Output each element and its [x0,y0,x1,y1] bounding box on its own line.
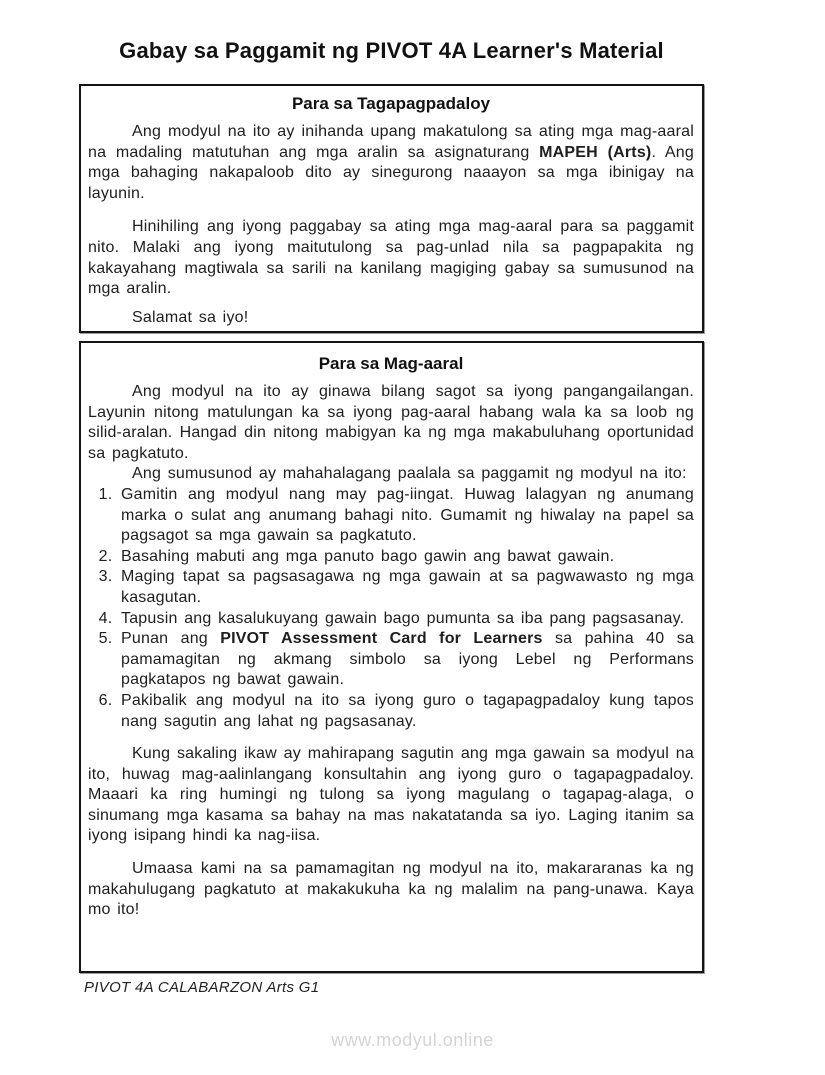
list-item-4: 4. Tapusin ang kasalukuyang gawain bago pumunta sa iba pang pagsasanay. [119,609,694,630]
facilitator-heading: Para sa Tagapagpadaloy [291,94,491,113]
learner-heading: Para sa Mag-aaral [318,354,464,373]
learner-closing-paragraph-1: Kung sakaling ikaw ay mahirapang sagutin ang mga gawain sa modyul na ito, huwag mag-aalinlangang konsultahin ang iyong guro o tagapagpadaloy. Maaari ka ring humingi ng tulong sa iyong magulang o tagapag-alaga, o sinumang mga kasama sa bahay na mas nakatatanda sa iyo. Laging itanim sa iyong isipang hindi ka nag-iisa. [88,745,694,845]
watermark: www.modyul.online [331,1030,494,1050]
learner-intro-paragraph-1: Ang modyul na ito ay ginawa bilang sagot sa iyong pangangailangan. Layunin nitong matulungan ka sa iyong pag-aaral habang wala ka sa loob ng silid-aralan. Hangad din nitong mabigyan ka ng mga makabuluhang oportunidad sa pagkatuto. [88,383,694,462]
list-item-2: 2. Basahing mabuti ang mga panuto bago gawin ang bawat gawain. [119,547,694,568]
facilitator-paragraph-1: Ang modyul na ito ay inihanda upang makatulong sa ating mga mag-aaral na madaling matutuhan ang mga aralin sa asignaturang MAPEH (Arts). Ang mga bahaging nakapaloob dito ay sinegurong naaayon sa mga ibinigay na layunin. [88,123,694,202]
list-item-1: 1. Gamitin ang modyul nang may pag-iingat. Huwag lalagyan ng anumang marka o sulat ang anumang bahagi nito. Gumamit ng hiwalay na papel sa pagsagot sa mga gawain sa pagkatuto. [119,485,694,547]
page-title: Gabay sa Paggamit ng PIVOT 4A Learner's Material [119,38,664,63]
footer-text: PIVOT 4A CALABARZON Arts G1 [84,979,320,996]
learner-section [79,341,704,973]
content-area [79,84,704,973]
instructions-list [88,485,694,732]
learner-intro-paragraph-2: Ang sumusunod ay mahahalagang paalala sa paggamit ng modyul na ito: [132,465,687,483]
facilitator-paragraph-3: Salamat sa iyo! [132,308,249,326]
list-item-6: 6. Pakibalik ang modyul na ito sa iyong guro o tagapagpadaloy kung tapos nang sagutin ang lahat ng pagsasanay. [119,691,694,732]
list-item-3: 3. Maging tapat sa pagsasagawa ng mga gawain at sa pagwawasto ng mga kasagutan. [119,567,694,608]
learner-closing-paragraph-2: Umaasa kami na sa pamamagitan ng modyul na ito, makararanas ka ng makahulugang pagkatuto at makakukuha ka ng malalim na pang-unawa. Kaya mo ito! [88,860,694,919]
facilitator-paragraph-2: Hinihiling ang iyong paggabay sa ating mga mag-aaral para sa paggamit nito. Malaki ang iyong maitutulong sa pag-unlad nila sa pagpapakita ng kakayahang magtiwala sa sarili na kanilang magiging gabay sa sumusunod na mga aralin. [88,218,694,298]
list-item-5: 5. Punan ang PIVOT Assessment Card for Learners sa pahina 40 sa pamamagitan ng akmang simbolo sa iyong Lebel ng Performans pagkatapos ng bawat gawain. [119,629,694,691]
facilitator-section [79,84,704,333]
